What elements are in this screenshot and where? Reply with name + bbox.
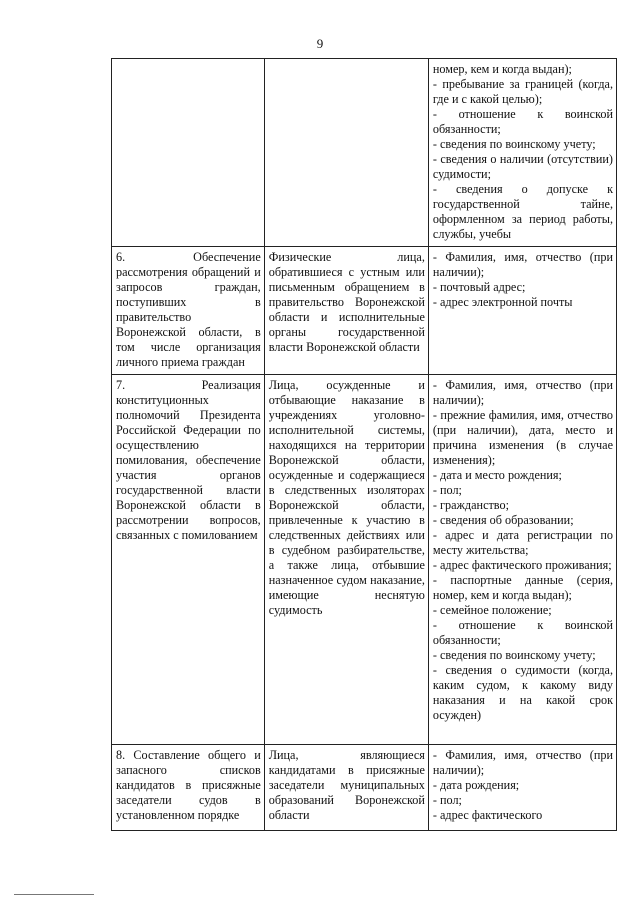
list-item: - Фамилия, имя, отчество (при наличии);: [432, 378, 613, 407]
list-item: - сведения по воинскому учету;: [432, 648, 596, 662]
page-number: 9: [316, 36, 324, 51]
table-row-8: [112, 745, 617, 831]
list-item: - адрес электронной почты: [432, 295, 573, 309]
scan-edge-mark: [14, 894, 94, 895]
data-items-cell: [428, 247, 616, 375]
subjects-cell: [264, 247, 428, 375]
list-item: - отношение к воинской обязанности;: [432, 618, 613, 647]
list-item: - Фамилия, имя, отчество (при наличии);: [432, 748, 613, 777]
subjects-text: Лица, являющиеся кандидатами в присяжные заседатели муниципальных образований Воронежской области: [268, 748, 425, 822]
list-item: - сведения о допуске к государственной тайне, оформленном за период работы, службы, учебы: [432, 182, 613, 241]
subjects-cell: [264, 745, 428, 831]
data-items-cell: [428, 59, 616, 247]
list-item: - паспортные данные (серия, номер, кем и когда выдан);: [432, 573, 613, 602]
personal-data-table: [111, 58, 617, 831]
data-items-cell: [428, 745, 616, 831]
list-item: - дата и место рождения;: [432, 468, 562, 482]
purpose-cell: [112, 59, 265, 247]
subjects-text: Физические лица, обратившиеся с устным или письменным обращением в правительство Воронежской области и исполнительные органы государственной власти Воронежской области: [268, 250, 425, 354]
data-items-cell: [428, 375, 616, 745]
list-item: - Фамилия, имя, отчество (при наличии);: [432, 250, 613, 279]
purpose-cell: [112, 375, 265, 745]
subjects-cell: [264, 375, 428, 745]
purpose-text: 7. Реализация конституционных полномочий Президента Российской Федерации по осуществлению помилования, обеспечение участия органов государственной власти Воронежской области в рассмотрении вопросов, связанных с помилованием: [116, 378, 261, 542]
purpose-cell: [112, 247, 265, 375]
list-item: - сведения о наличии (отсутствии) судимости;: [432, 152, 613, 181]
list-item: - гражданство;: [432, 498, 509, 512]
list-item: - адрес и дата регистрации по месту жительства;: [432, 528, 613, 557]
subjects-text: Лица, осужденные и отбывающие наказание в учреждениях уголовно-исполнительной системы, находящихся на территории Воронежской области, осужденные и содержащиеся в следственных изоляторах Воронежской области, привлеченные к участию в следственных действиях или в судебном разбирательстве, а также лица, отбывшие назначенное судом наказание, имеющие неснятую судимость: [268, 378, 425, 617]
table-row-7: [112, 375, 617, 745]
purpose-cell: [112, 745, 265, 831]
list-item: - отношение к воинской обязанности;: [432, 107, 613, 136]
table-row-6: [112, 247, 617, 375]
list-item: номер, кем и когда выдан);: [432, 62, 572, 76]
list-item: - пол;: [432, 483, 462, 497]
list-item: - пребывание за границей (когда, где и с какой целью);: [432, 77, 613, 106]
purpose-text: 8. Составление общего и запасного списков кандидатов в присяжные заседатели судов в установленном порядке: [116, 748, 261, 822]
list-item: - семейное положение;: [432, 603, 552, 617]
list-item: - пол;: [432, 793, 462, 807]
subjects-cell: [264, 59, 428, 247]
list-item: - сведения об образовании;: [432, 513, 574, 527]
list-item: - дата рождения;: [432, 778, 520, 792]
list-item: - прежние фамилия, имя, отчество (при наличии), дата, место и причина изменения (в случае изменения);: [432, 408, 613, 467]
purpose-text: 6. Обеспечение рассмотрения обращений и запросов граждан, поступивших в правительство Воронежской области, в том числе организация личного приема граждан: [116, 250, 261, 369]
list-item: - адрес фактического: [432, 808, 543, 822]
list-item: - сведения о судимости (когда, каким судом, к какому виду наказания и на какой срок осужден): [432, 663, 613, 722]
table-row-continuation: [112, 59, 617, 247]
list-item: - сведения по воинскому учету;: [432, 137, 596, 151]
list-item: - почтовый адрес;: [432, 280, 526, 294]
list-item: - адрес фактического проживания;: [432, 558, 612, 572]
